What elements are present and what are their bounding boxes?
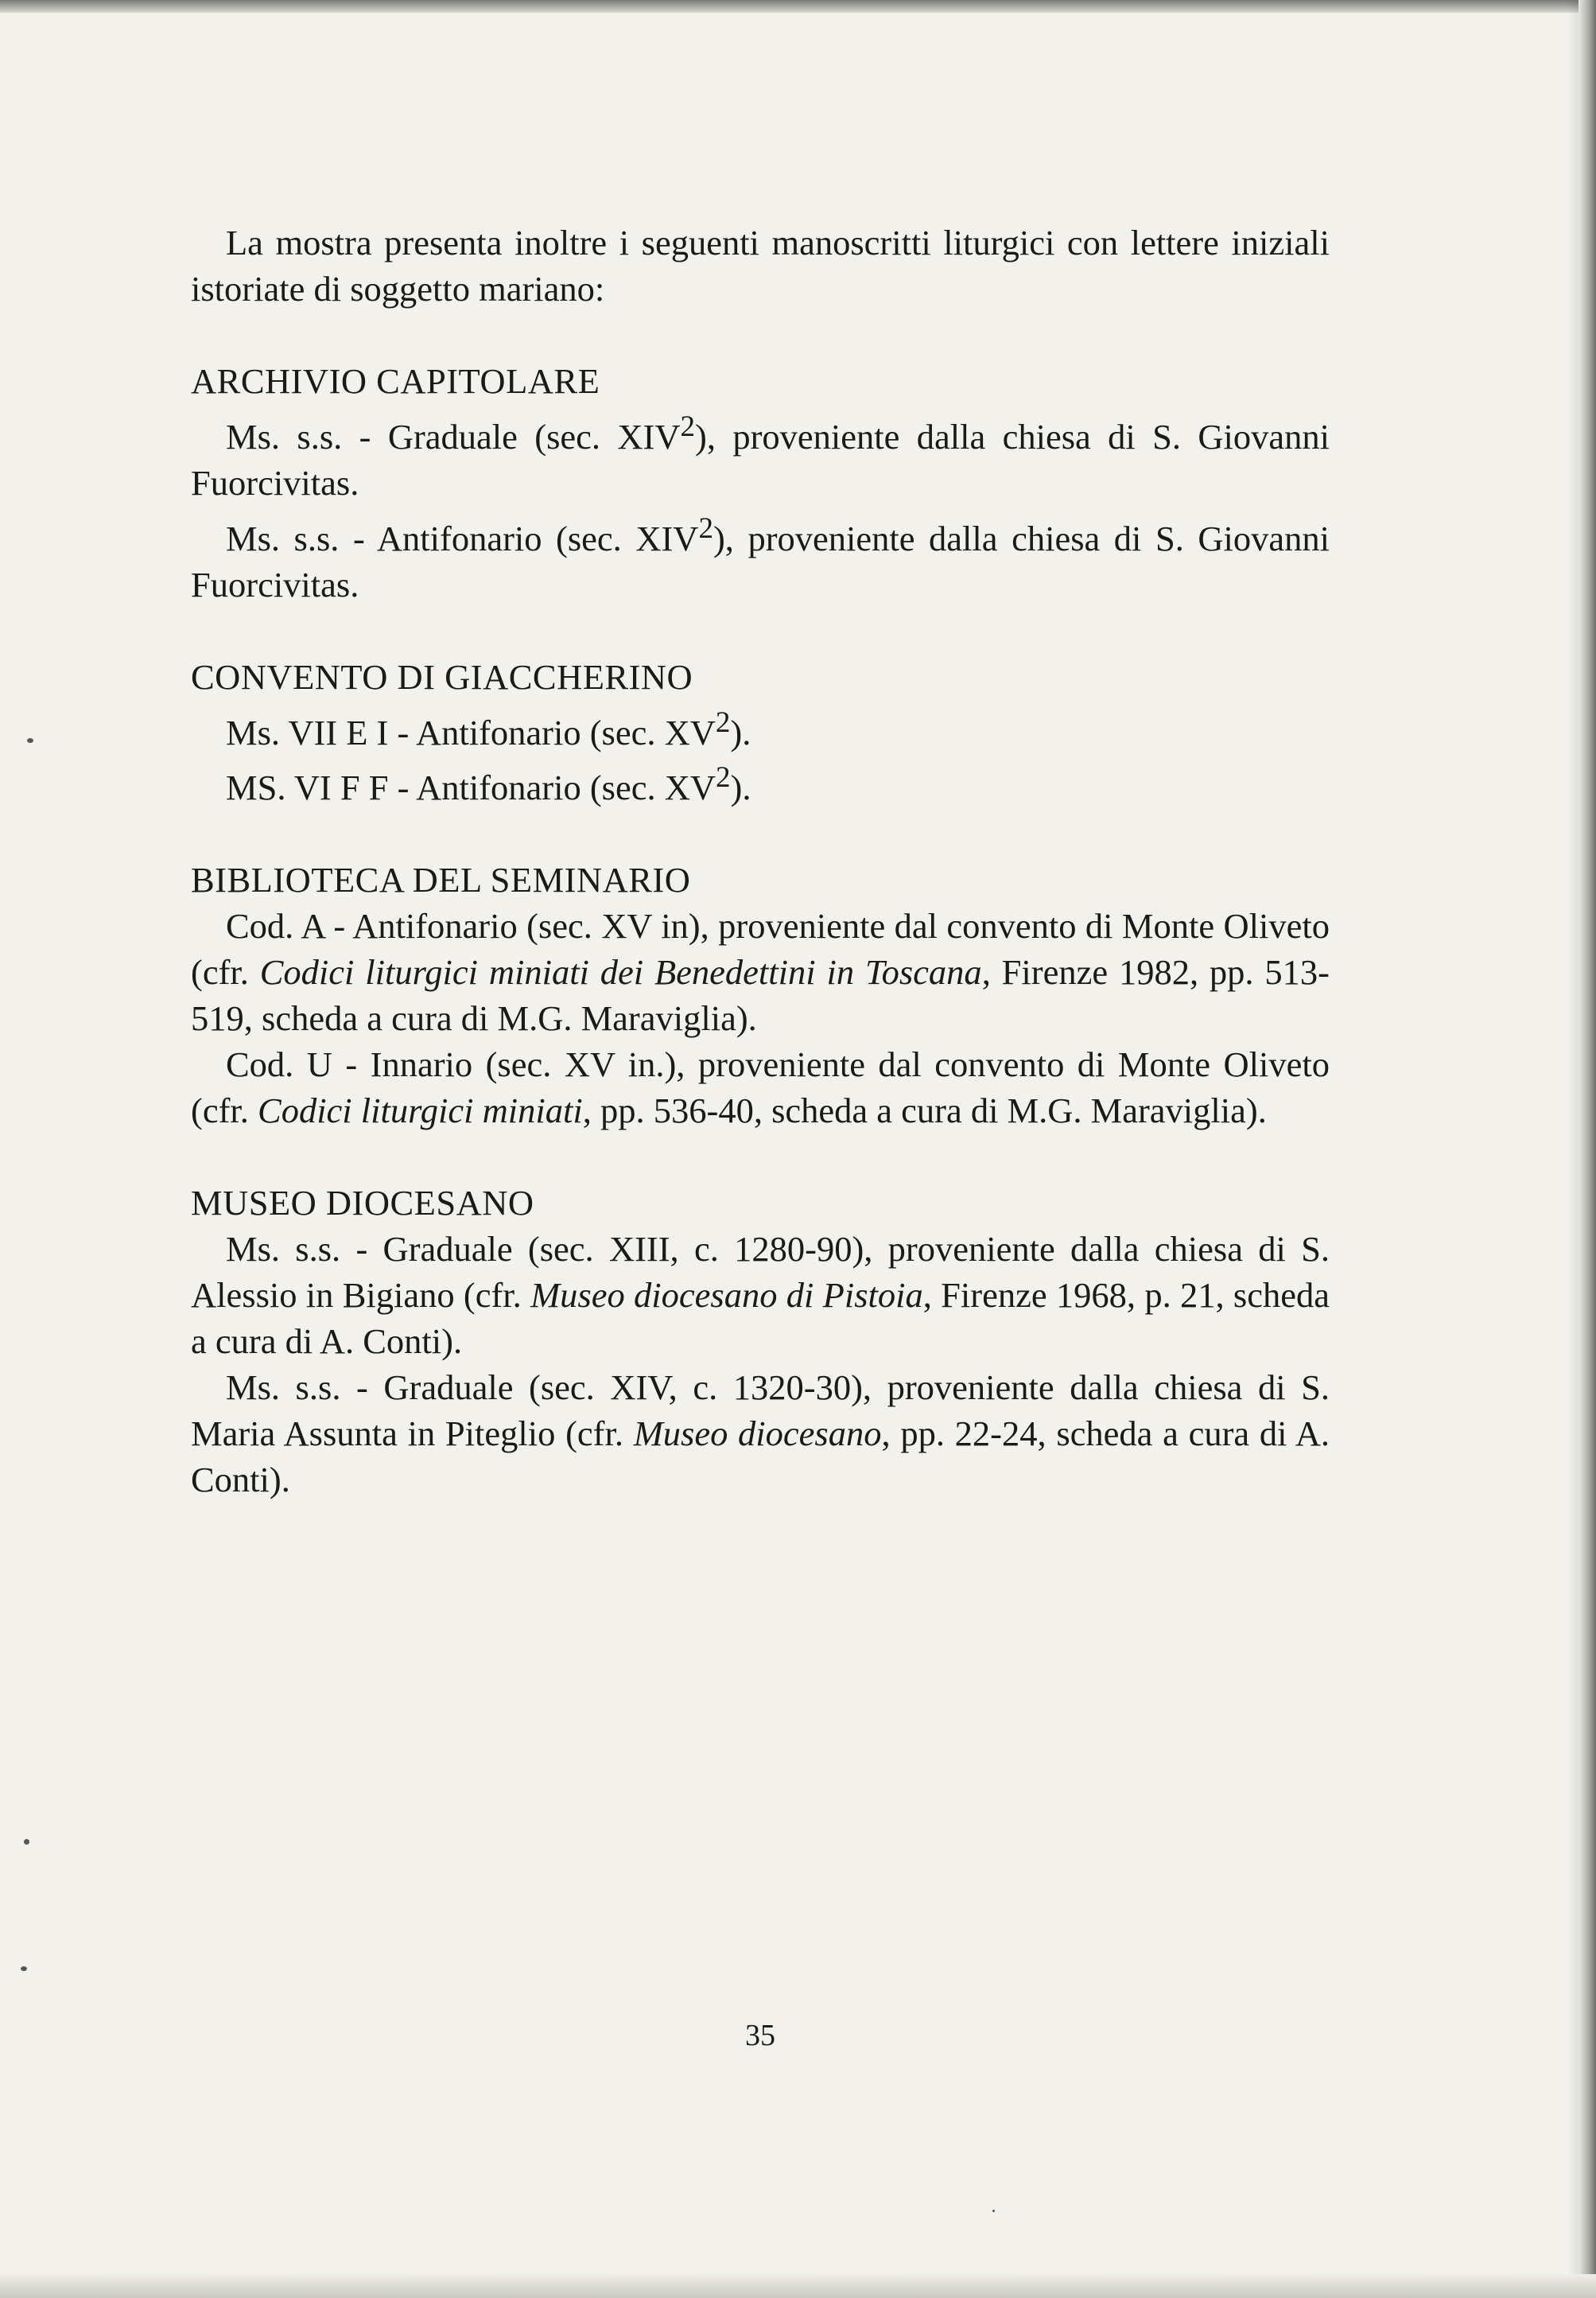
section-archivio-capitolare (191, 358, 1330, 608)
section-biblioteca-del-seminario (191, 857, 1330, 1133)
page-number: 35 (745, 2019, 775, 2052)
manuscript-entry: Ms. s.s. - Graduale (sec. XIV$^2$), proveniente dalla chiesa di S. Giovanni Fuorcivitas. (191, 410, 1330, 503)
paper-speck (992, 2210, 995, 2212)
page-top-edge (0, 0, 1596, 13)
manuscript-entry: Cod. A - Antifonario (sec. XV in), proveniente dal convento di Monte Oliveto (cfr. Codici liturgici miniati dei Benedettini in Toscana, Firenze 1982, pp. 513-519, scheda a cura di M.G. Maraviglia). (191, 906, 1330, 1039)
page-body (191, 220, 1330, 1503)
section-convento-di-giaccherino (191, 654, 1330, 811)
manuscript-entry: Cod. U - Innario (sec. XV in.), proveniente dal convento di Monte Oliveto (cfr. Codici liturgici miniati, pp. 536-40, scheda a cura di M.G. Maraviglia). (191, 1044, 1330, 1131)
section-heading: ARCHIVIO CAPITOLARE (191, 361, 600, 401)
paper-speck (27, 738, 33, 743)
paper-speck (24, 1839, 29, 1845)
page-bottom-edge (0, 2274, 1596, 2298)
page-right-shadow (1567, 0, 1579, 2298)
intro-paragraph: La mostra presenta inoltre i seguenti manoscritti liturgici con lettere iniziali istoriate di soggetto mariano: (191, 223, 1330, 309)
page-right-edge (1579, 0, 1596, 2298)
manuscript-entry: Ms. s.s. - Graduale (sec. XIII, c. 1280-90), proveniente dalla chiesa di S. Alessio in Bigiano (cfr. Museo diocesano di Pistoia, Firenze 1968, p. 21, scheda a cura di A. Conti). (191, 1229, 1330, 1362)
manuscript-entry: Ms. s.s. - Antifonario (sec. XIV$^2$), proveniente dalla chiesa di S. Giovanni Fuorcivitas. (191, 511, 1330, 605)
section-museo-diocesano (191, 1180, 1330, 1503)
manuscript-entry: Ms. VII E I - Antifonario (sec. $XV^2$). (226, 706, 751, 752)
paper-speck (21, 1966, 27, 1971)
section-heading: CONVENTO DI GIACCHERINO (191, 656, 693, 697)
manuscript-entry: MS. VI F F - Antifonario (sec. $XV^2$). (226, 761, 751, 808)
section-heading: BIBLIOTECA DEL SEMINARIO (191, 860, 691, 900)
manuscript-entry: Ms. s.s. - Graduale (sec. XIV, c. 1320-30), proveniente dalla chiesa di S. Maria Assunta in Piteglio (cfr. Museo diocesano, pp. 22-24, scheda a cura di A. Conti). (191, 1367, 1330, 1500)
section-heading: MUSEO DIOCESANO (191, 1183, 534, 1223)
